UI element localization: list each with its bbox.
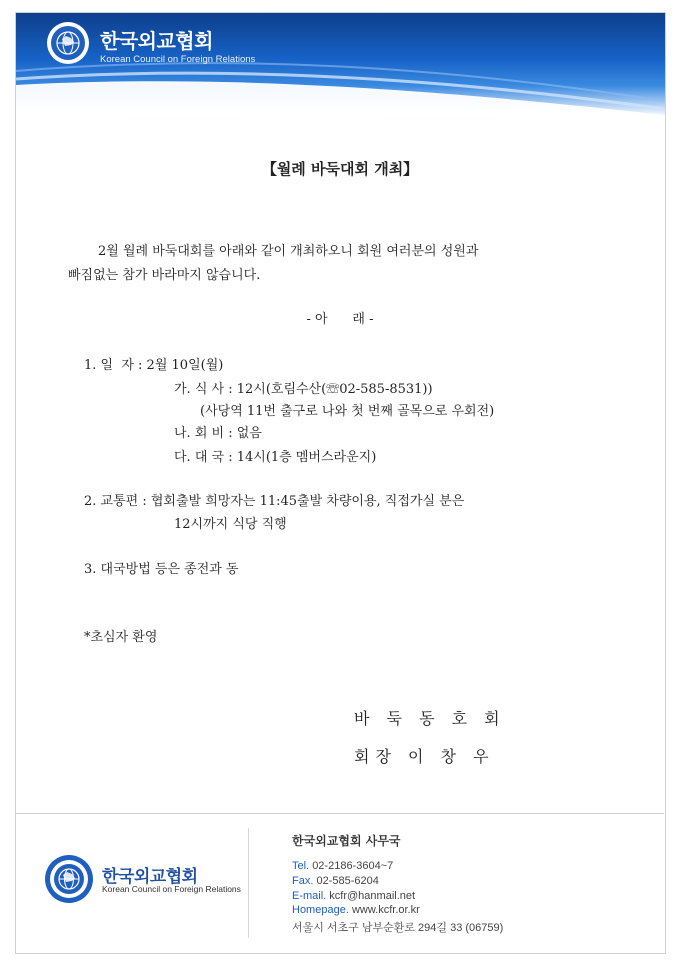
email-link[interactable]: kcfr@hanmail.net (329, 890, 416, 902)
item-match: 다. 대 국 : 14시(1층 멤버스라운지) (174, 450, 377, 465)
footer-vertical-divider (248, 828, 249, 938)
document-title: 【월례 바둑대회 개최】 (261, 160, 419, 178)
welcome-note: *초심자 환영 (84, 630, 158, 645)
footer-fax-row (292, 875, 379, 887)
header-org-name-en: Korean Council on Foreign Relations (100, 54, 256, 65)
item-meal: 가. 식 사 : 12시(호림수산(☏02-585-8531)) (174, 382, 433, 397)
fax-value: 02-585-6204 (316, 875, 379, 887)
footer-divider-line (16, 813, 664, 814)
footer-globe-emblem-icon (44, 854, 94, 904)
footer-tel-row (292, 860, 393, 872)
item-meal-note: (사당역 11번 출구로 나와 첫 번째 골목으로 우회전) (200, 404, 495, 419)
footer-address: 서울시 서초구 남부순환로 294길 33 (06759) (292, 922, 504, 934)
item-transport-line-1: 2. 교통편 : 협회출발 희망자는 11:45출발 차량이용, 직접가실 분은 (84, 494, 465, 509)
intro-line-2: 빠짐없는 참가 바라마지 않습니다. (68, 268, 261, 283)
footer-org-name-kr: 한국외교협회 (102, 867, 198, 887)
tel-label: Tel. (292, 860, 310, 872)
homepage-label: Homepage. (292, 904, 349, 916)
footer-email-row (292, 890, 415, 902)
homepage-link[interactable]: www.kcfr.or.kr (351, 904, 420, 916)
signature-club: 바 둑 동 호 회 (354, 709, 506, 728)
intro-line-1: 2월 월례 바둑대회를 아래와 같이 개최하오니 회원 여러분의 성원과 (98, 244, 479, 259)
fax-label: Fax. (292, 875, 314, 887)
item-rules: 3. 대국방법 등은 종전과 동 (84, 562, 239, 577)
signature-president: 회장 이 창 우 (354, 747, 495, 766)
footer-homepage-row (292, 904, 420, 916)
item-fee: 나. 회 비 : 없음 (174, 426, 262, 441)
footer-office-title: 한국외교협회 사무국 (292, 834, 401, 848)
email-label: E-mail. (292, 890, 327, 902)
item-transport-line-2: 12시까지 식당 직행 (174, 517, 287, 532)
item-date: 1. 일 자 : 2월 10일(월) (84, 358, 224, 373)
header-org-name-kr: 한국외교협회 (100, 29, 213, 53)
footer-org-name-en: Korean Council on Foreign Relations (102, 884, 241, 894)
globe-emblem-icon (46, 21, 90, 65)
notice-heading: - 아 래 - (306, 312, 374, 327)
header-banner (16, 13, 665, 117)
tel-value: 02-2186-3604~7 (312, 860, 394, 872)
